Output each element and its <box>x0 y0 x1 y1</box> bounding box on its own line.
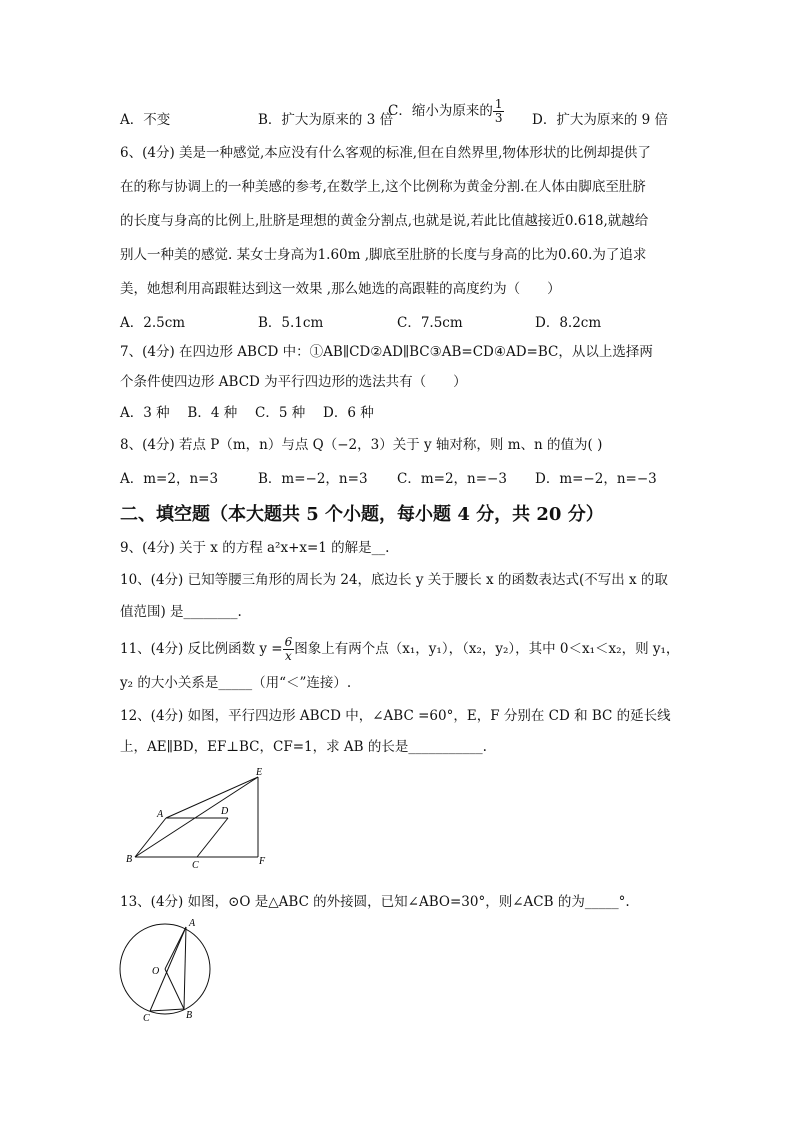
label-c: C <box>143 1013 150 1024</box>
q11-suffix: 图象上有两个点（x₁，y₁），（x₂，y₂），其中 0＜x₁＜x₂，则 y₁， <box>294 641 680 657</box>
q12-line-1: 12、(4分) 如图，平行四边形 ABCD 中，∠ABC =60°，E，F 分别在 CD 和 BC 的延长线 <box>120 708 671 724</box>
label-d: D <box>221 806 229 817</box>
q13-line-1: 13、(4分) 如图，⊙O 是△ABC 的外接圆，已知∠ABO=30°，则∠ACB 的为_____°. <box>120 894 630 910</box>
q13-circle-figure <box>110 914 220 1024</box>
fraction-numerator: 1 <box>494 97 503 111</box>
line-ob <box>165 969 184 1009</box>
label-a: A <box>189 918 196 929</box>
q9-line-1: 9、(4分) 关于 x 的方程 a²x+x=1 的解是__. <box>120 540 390 556</box>
label-a: A <box>157 809 164 820</box>
q6-line-3: 的长度与身高的比例上,肚脐是理想的黄金分割点,也就是说,若此比值越接近0.618,就越给 <box>120 213 649 229</box>
q6-line-4: 别人一种美的感觉. 某女士身高为1.60m ,脚底至肚脐的长度与身高的比为0.60.为了追求 <box>120 247 647 263</box>
fraction-denominator: x <box>285 649 292 663</box>
label-b: B <box>126 854 133 865</box>
q11-prefix: 11、(4分) 反比例函数 y = <box>120 641 283 657</box>
q6-line-5: 美，她想利用高跟鞋达到这一效果 ,那么她选的高跟鞋的高度约为（ ） <box>120 281 561 297</box>
fraction-numerator: 6 <box>284 635 293 649</box>
q8-option-b: B．m=−2，n=3 <box>258 471 368 487</box>
line-ae <box>166 777 258 818</box>
q11-line-1 <box>120 634 679 664</box>
q8-option-a: A．m=2，n=3 <box>120 471 219 487</box>
q11-line-2: y₂ 的大小关系是_____（用“＜”连接）. <box>120 675 352 691</box>
q5-option-d: D．扩大为原来的 9 倍 <box>532 112 668 128</box>
line-ab <box>184 927 186 1009</box>
label-f: F <box>259 856 266 867</box>
label-c: C <box>192 860 199 871</box>
q6-option-c: C．7.5cm <box>397 315 463 331</box>
label-e: E <box>256 767 263 778</box>
q5-option-a: A．不变 <box>120 112 171 128</box>
line-cb <box>150 1009 184 1011</box>
q12-parallelogram-figure <box>120 765 280 875</box>
label-o: O <box>152 966 160 977</box>
q6-line-1: 6、(4分) 美是一种感觉,本应没有什么客观的标准,但在自然界里,物体形状的比例却提供了 <box>120 145 651 161</box>
line-oa <box>165 927 186 969</box>
q5-option-b: B．扩大为原来的 3 倍 <box>258 112 394 128</box>
q6-option-b: B．5.1cm <box>258 315 324 331</box>
q10-line-1: 10、(4分) 已知等腰三角形的周长为 24，底边长 y 关于腰长 x 的函数表达式(不写出 x 的取 <box>120 572 668 588</box>
line-cd <box>197 818 228 857</box>
q5-option-c <box>388 98 504 125</box>
q12-line-2: 上，AE∥BD，EF⊥BC，CF=1，求 AB 的长是___________. <box>120 739 487 755</box>
line-ab <box>135 818 166 857</box>
label-b: B <box>186 1010 193 1021</box>
q8-option-c: C．m=2，n=−3 <box>397 471 507 487</box>
q5-option-c-text: C．缩小为原来的 <box>388 103 493 119</box>
q6-line-2: 在的称与协调上的一种美感的参考,在数学上,这个比例称为黄金分割.在人体由脚底至肚脐 <box>120 179 646 195</box>
line-be <box>135 777 258 857</box>
q7-line-2: 个条件使四边形 ABCD 为平行四边形的选法共有（ ） <box>120 374 467 390</box>
q10-line-2: 值范围) 是________. <box>120 604 242 620</box>
fraction-denominator: 3 <box>494 111 503 125</box>
q8-option-d: D．m=−2，n=−3 <box>535 471 657 487</box>
q6-option-d: D．8.2cm <box>535 315 602 331</box>
q8-line-1: 8、(4分) 若点 P（m，n）与点 Q（−2，3）关于 y 轴对称，则 m、n 的值为( ) <box>120 437 603 453</box>
q5-option-c-fraction <box>493 98 505 125</box>
q7-line-1: 7、(4分) 在四边形 ABCD 中：①AB∥CD②AD∥BC③AB=CD④AD=BC，从以上选择两 <box>120 344 653 360</box>
q6-option-a: A．2.5cm <box>120 315 186 331</box>
section-2-title: 二、填空题（本大题共 5 个小题，每小题 4 分，共 20 分） <box>120 504 604 525</box>
q11-fraction <box>283 636 295 663</box>
q7-options: A．3 种 B．4 种 C．5 种 D．6 种 <box>120 405 374 421</box>
